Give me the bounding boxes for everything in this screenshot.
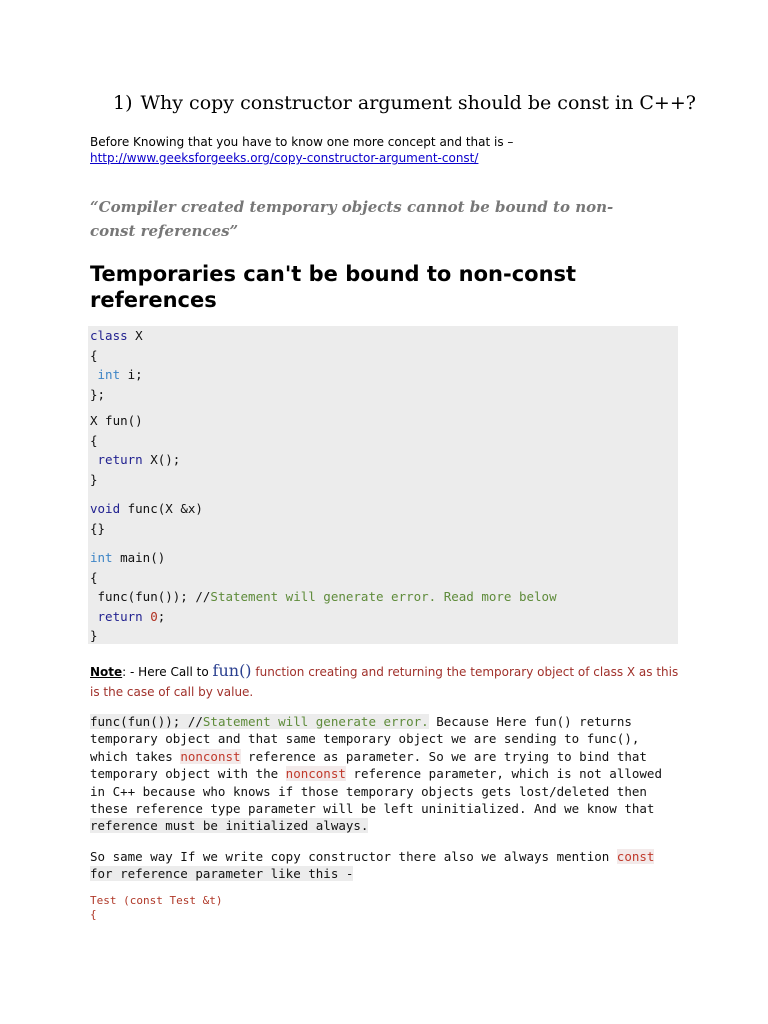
code-keyword: return [97,452,143,467]
code-text: main() [112,550,166,565]
question-heading [113,92,696,114]
code-text: func(fun()); // [90,589,211,604]
para-text: Because Here fun() returns [428,714,632,729]
note-paragraph [90,661,690,702]
note-label: Note [90,665,123,679]
para-text: for reference parameter like this - [90,866,354,882]
section-title: Temporaries can't be bound to non-const references [90,262,577,312]
code-text: X fun() [90,413,143,428]
explanation-paragraph [90,713,690,835]
para-keyword: const [616,849,655,864]
code-keyword: class [90,328,128,343]
code-number: 0 [150,608,158,624]
para-text: temporary object and that same temporary object we are sending to func(), [90,731,640,747]
code-type: int [90,550,113,565]
copy-constructor-code [90,894,222,922]
para-text: reference as parameter. So we are trying to bind that [240,748,647,764]
para-text: temporary object with the [90,766,286,782]
code-comment: Statement will generate error. Read more below [210,589,557,604]
code-block [88,326,678,644]
code-text: { [90,347,98,363]
code-text: Test (const Test &t) [90,894,223,907]
code-text: { [90,908,97,921]
code-text: X [127,328,143,343]
code-text: } [90,628,98,643]
note-text: : - Here Call to [122,665,213,679]
reference-link[interactable]: http://www.geeksforgeeks.org/copy-constructor-argument-const/ [90,151,479,165]
para-text: reference parameter, which is not allowed [345,766,662,782]
para-comment: Statement will generate error. [202,714,429,729]
intro-paragraph [90,134,513,166]
code-type: int [97,367,121,382]
para-text: which takes [90,748,181,764]
code-group-fun [90,411,180,489]
intro-text: Before Knowing that you have to know one more concept and that is – [90,135,514,149]
question-text: Why copy constructor argument should be const in C++? [140,92,696,114]
code-text: X(); [142,452,181,467]
code-keyword: void [90,501,121,516]
code-text: { [90,432,98,448]
code-text: func(X &x) [120,501,203,516]
code-group-main [90,548,557,646]
para-text: So same way If we write copy constructor there also we always mention [90,849,617,864]
quote: “Compiler created temporary objects cannot be bound to non-const references” [90,198,614,240]
code-text: ; [157,608,166,624]
question-number: 1) [113,92,133,114]
para-text: in C++ because who knows if those temporary objects gets lost/deleted then [90,783,647,799]
para-keyword: nonconst [180,748,241,764]
code-group-func [90,499,203,538]
copy-constructor-paragraph [90,848,690,883]
code-text: }; [90,386,106,402]
code-text: i; [120,367,143,382]
code-text: { [90,569,98,585]
para-code: func(fun()); // [90,714,203,729]
code-keyword: return [97,608,143,624]
code-text: } [90,471,98,487]
para-keyword: nonconst [285,766,346,782]
note-function: fun() [212,661,252,680]
note-explanation: function creating and returning the temporary object of class X as this is the case of call by value. [90,665,679,699]
code-group-class [90,326,143,404]
para-text: reference must be initialized always. [90,818,369,834]
code-text: {} [90,520,106,536]
para-text: these reference type parameter will be left uninitialized. And we know that [90,801,655,817]
